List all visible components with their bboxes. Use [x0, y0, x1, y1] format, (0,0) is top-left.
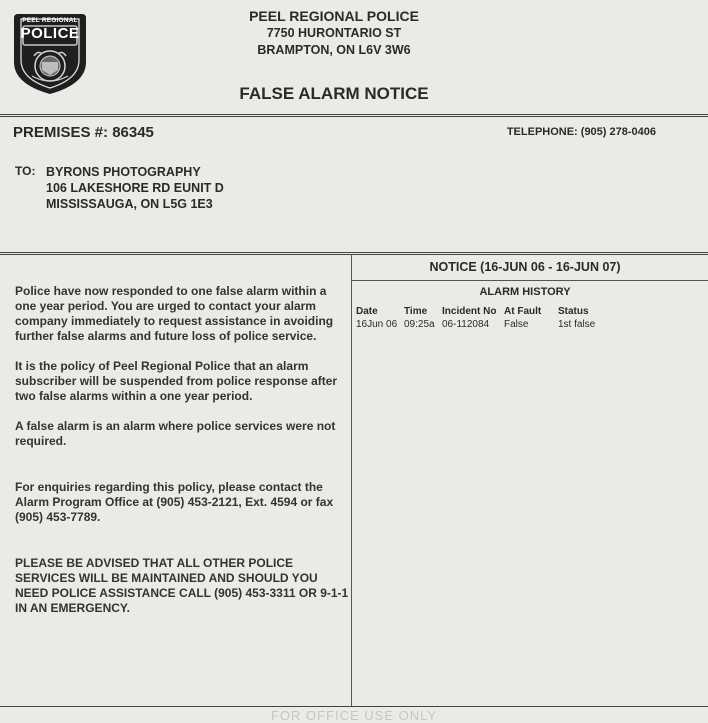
to-label: TO:: [15, 164, 36, 178]
emergency-advisory: PLEASE BE ADVISED THAT ALL OTHER POLICE SERVICES WILL BE MAINTAINED AND SHOULD YOU NEED POLICE ASSISTANCE CALL (905) 453-3311 OR 9-1-1 IN AN EMERGENCY.: [15, 556, 349, 615]
column-header-status: Status: [558, 306, 589, 317]
cell-date: 16Jun 06: [356, 319, 398, 330]
organization-name: PEEL REGIONAL POLICE: [249, 8, 419, 24]
letterhead: [180, 8, 488, 59]
police-badge-logo: [12, 10, 88, 96]
office-use-label: FOR OFFICE USE ONLY: [270, 708, 438, 723]
address-line-1: 7750 HURONTARIO ST: [266, 26, 402, 40]
address-line-2: BRAMPTON, ON L6V 3W6: [257, 43, 411, 57]
notice-period: NOTICE (16-JUN 06 - 16-JUN 07): [429, 260, 621, 274]
policy-paragraph-2: It is the policy of Peel Regional Police that an alarm subscriber will be suspended from police response after two false alarms within a one year period.: [15, 359, 338, 403]
header-divider: [0, 114, 708, 115]
policy-paragraph-3: A false alarm is an alarm where police services were not required.: [15, 419, 336, 448]
cell-time: 09:25a: [404, 319, 435, 330]
recipient-street: 106 LAKESHORE RD EUNIT D: [46, 181, 224, 195]
badge-text-line2: POLICE: [20, 25, 80, 42]
header-divider-2: [0, 116, 708, 117]
badge-text-line1: PEEL REGIONAL: [22, 17, 78, 24]
policy-paragraph-1: Police have now responded to one false alarm within a one year period. You are urged to contact your alarm company immediately to request assistance in avoiding further false alarms and future loss of police service.: [15, 284, 334, 343]
cell-incident: 06-112084: [442, 319, 490, 330]
section-divider: [0, 252, 708, 253]
recipient-city: MISSISSAUGA, ON L5G 1E3: [46, 197, 213, 211]
premises-number: PREMISES #: 86345: [13, 124, 154, 141]
document-title: FALSE ALARM NOTICE: [239, 84, 429, 103]
policy-text: [15, 284, 351, 616]
recipient-address: [46, 164, 224, 212]
alarm-history-table: [356, 306, 601, 330]
recipient-name: BYRONS PHOTOGRAPHY: [46, 165, 201, 179]
cell-at-fault: False: [504, 319, 529, 330]
notice-divider: [352, 280, 708, 281]
section-divider-2: [0, 254, 708, 255]
column-divider: [351, 254, 352, 706]
column-header-date: Date: [356, 306, 378, 317]
cell-status: 1st false: [558, 319, 596, 330]
telephone-number: TELEPHONE: (905) 278-0406: [506, 126, 656, 138]
column-header-at-fault: At Fault: [504, 306, 542, 317]
column-header-time: Time: [404, 306, 428, 317]
alarm-history-title: ALARM HISTORY: [479, 286, 571, 298]
footer-divider: [0, 706, 708, 707]
table-row: [356, 319, 601, 330]
column-header-incident: Incident No: [442, 306, 497, 317]
table-header-row: [356, 306, 601, 319]
enquiries-paragraph: For enquiries regarding this policy, please contact the Alarm Program Office at (905) 453-2121, Ext. 4594 or fax (905) 453-7789.: [15, 480, 334, 524]
